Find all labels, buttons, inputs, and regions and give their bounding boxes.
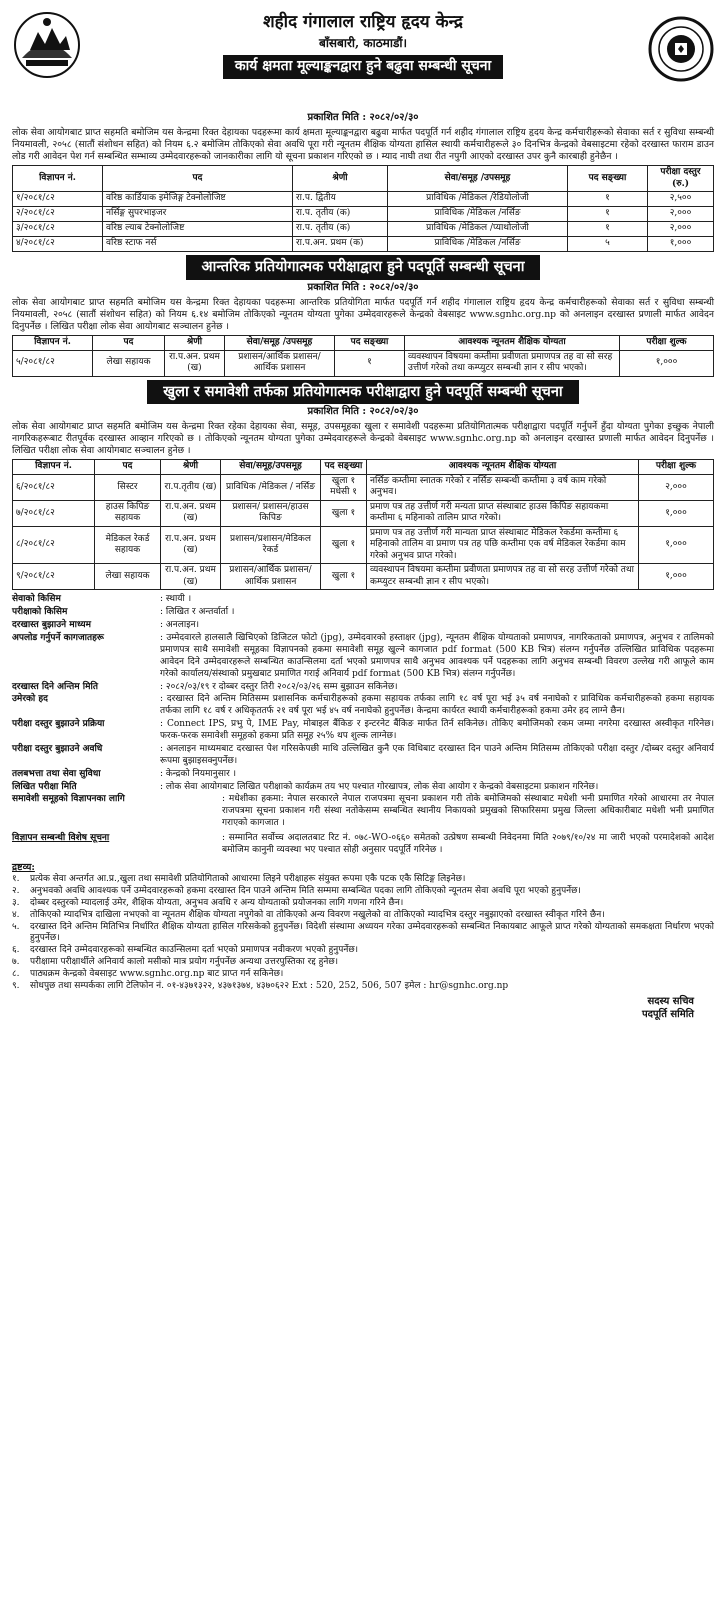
detail-key: लिखित परीक्षा मिति — [12, 781, 77, 792]
table-row — [13, 500, 714, 526]
table-row — [13, 237, 714, 252]
detail-key: परीक्षा दस्तुर बुझाउने अवधि — [12, 743, 103, 754]
table-cell: प्रशासन/आर्थिक प्रशासन/ आर्थिक प्रशासन — [221, 564, 321, 590]
table-cell: ८/२०८१/८२ — [13, 526, 95, 564]
note-text: सोधपुछ तथा सम्पर्कका लागि टेलिफोन नं. ०१-४३७१३२२, ४३७१३७४, ४३७०६२२ Ext : 520, 252, 506, 507 इमेल : hr@sgnhc.org.np — [30, 980, 509, 991]
org-name: शहीद गंगालाल राष्ट्रिय हृदय केन्द्र — [263, 12, 463, 32]
table-cell: रा.प.अन. प्रथम (ख) — [161, 526, 221, 564]
table-cell: २,००० — [639, 474, 714, 500]
table-row — [13, 350, 714, 376]
table-cell: २,५०० — [648, 192, 714, 207]
signature-block — [12, 995, 714, 1021]
table-cell: १,००० — [639, 564, 714, 590]
note-item — [12, 874, 714, 886]
note-number: १. — [12, 874, 20, 885]
detail-row — [12, 607, 714, 619]
table-cell: १ — [568, 222, 648, 237]
detail-value: : केन्द्रको नियमानुसार । — [160, 768, 237, 779]
internal-notice-title: आन्तरिक प्रतियोगात्मक परीक्षाद्वारा हुने पदपूर्ति सम्बन्धी सूचना — [186, 255, 541, 280]
detail-value: : लोक सेवा आयोगबाट लिखित परीक्षाको कार्यक्रम तय भए पश्चात गोरखापत्र, लोक सेवा आयोग र केन्द्रको वेबसाइटमा प्रकाशन गरिनेछ। — [160, 781, 599, 792]
col-header: विज्ञापन नं. — [13, 336, 93, 351]
table-cell: ५/२०८१/८२ — [13, 350, 93, 376]
detail-row — [12, 694, 714, 718]
table-cell: ६/२०८१/८२ — [13, 474, 95, 500]
col-header: आवश्यक न्यूनतम शैक्षिक योग्यता — [367, 460, 639, 475]
detail-row — [12, 633, 714, 681]
detail-key: समावेशी समूहको विज्ञापनका लागि — [12, 794, 125, 805]
detail-key: तलबभत्ता तथा सेवा सुविधा — [12, 768, 101, 779]
detail-value: : अनलाइन माध्यमबाट दरखास्त पेश गरिसकेपछी माथि उल्लिखित कुनै एक विधिबाट दरखास्त दिन पाउने अन्तिम मितिसम्म तोकिएको परीक्षा दस्तुर /दोब्बर दस्तुर अनिवार्य रूपमा बुझाइसक्नुपर्नेछ। — [160, 743, 714, 766]
table-cell: १ — [335, 350, 405, 376]
note-text: तोकिएको म्यादभित्र दाखिला नभएको वा न्यूनतम शैक्षिक योग्यता नपुगेको वा तोकिएको अन्य विवरण नखुलेको वा तोकिएको म्यादभित्र दस्तुर नबुझाएको दरखास्त स्वीकृत गरिने छैन। — [30, 909, 605, 920]
note-item — [12, 886, 714, 898]
table-cell: हाउस किपिङ सहायक — [95, 500, 161, 526]
table-row — [13, 192, 714, 207]
table-cell: २,००० — [648, 222, 714, 237]
col-header: सेवा/समूह/उपसमूह — [221, 460, 321, 475]
note-text: अनुभवको अवधि आवश्यक पर्ने उम्मेदवारहरूको हकमा दरखास्त दिन पाउने अन्तिम मिति सम्ममा सम्बन्धित पदका लागि तोकिएको न्यूनतम सेवा अवधि पूरा भएको हुनुपर्नेछ। — [30, 885, 581, 896]
detail-row — [12, 719, 714, 743]
note-item — [12, 981, 714, 993]
detail-value: : २०८२/०३/१९ र दोब्बर दस्तुर तिरी २०८२/०३/२६ सम्म बुझाउन सकिनेछ। — [160, 681, 398, 692]
open-inclusive-table — [12, 459, 714, 590]
table-row — [13, 564, 714, 590]
table-cell: रा.प.तृतीय (ख) — [161, 474, 221, 500]
table-header-row — [13, 166, 714, 192]
detail-value: : अनलाइन। — [160, 620, 200, 631]
detail-key: दरखास्त बुझाउने माध्यम — [12, 620, 91, 631]
table-cell: वरिष्ठ कार्डियाक इमेजिङ्ग टेक्नोलोजिष्ट — [103, 192, 293, 207]
note-text: दोब्बर दस्तुरको म्यादलाई उमेर, शैक्षिक योग्यता, अनुभव अवधि र अन्य योग्यताको प्रयोजनका लागि गणना गरिने छैन। — [30, 897, 404, 908]
col-header: पद सङ्ख्या — [335, 336, 405, 351]
detail-key: परीक्षा दस्तुर बुझाउने प्रक्रिया — [12, 719, 105, 730]
table-row — [13, 222, 714, 237]
table-cell: प्रशासन/ प्रशासन/हाउस किपिङ — [221, 500, 321, 526]
nepal-emblem-logo — [12, 10, 82, 80]
section2-paragraph: लोक सेवा आयोगबाट प्राप्त सहमति बमोजिम यस केन्द्रमा रिक्त देहायका पदहरूमा आन्तरिक प्रतियोगिता मार्फत पदपूर्ति गर्न शहीद गंगालाल राष्ट्रिय हृदय केन्द्र कर्मचारीहरूको सेवाका सर्त र सुविधा सम्बन्धी नियमावली, २०५८ (सातौं संशोधन सहित) को नियम ६.१४ बमोजिम तोकिएको न्यूनतम योग्यता पुगेका उम्मेदवारहरूले केन्द्रको वेबसाइट www.sgnhc.org.np को अनलाइन दरखास्त प्रणाली मार्फत आवेदन दिनुपर्नेछ । लिखित परीक्षा लोक सेवा आयोगबाट सञ्चालन हुनेछ । — [12, 296, 714, 332]
note-item — [12, 969, 714, 981]
col-header: पद सङ्ख्या — [321, 460, 367, 475]
section2-pubdate: प्रकाशित मिति : २०८२/०२/३० — [307, 281, 419, 293]
table-cell: ७/२०८१/८२ — [13, 500, 95, 526]
note-text: दरखास्त दिने अन्तिम मितिभित्र निर्धारित शैक्षिक योग्यता हासिल गरिसकेको हुनुपर्नेछ। विदेशी संस्थामा अध्ययन गरेका उम्मेदवारहरूको सम्बन्धित निकायबाट आफूले प्राप्त गरेको योग्यताको समकक्षता निर्धारण भएको हुनुपर्नेछ। — [30, 921, 714, 944]
note-number: ९. — [12, 980, 20, 991]
col-header: पद — [103, 166, 293, 192]
col-header: पद — [93, 336, 165, 351]
table-cell: १ — [568, 207, 648, 222]
table-row — [13, 207, 714, 222]
table-cell: ५ — [568, 237, 648, 252]
detail-row — [12, 794, 714, 830]
table-cell: मेडिकल रेकर्ड सहायक — [95, 526, 161, 564]
note-item — [12, 898, 714, 910]
col-header: सेवा/समूह /उपसमूह — [225, 336, 335, 351]
table-cell: रा.प. द्वितीय — [293, 192, 388, 207]
table-cell: प्राविधिक /मेडिकल /नर्सिङ — [388, 207, 568, 222]
detail-value: : दरखास्त दिने अन्तिम मितिसम्म प्रशासनिक कर्मचारीहरूको हकमा सहायक तर्फका लागि १८ वर्ष पूरा भई ३५ वर्ष ननाघेको र प्राविधिक कर्मचारीहरूको हकमा सहायक तर्फका लागि १८ वर्ष र अधिकृततर्फ २१ वर्ष पूरा भई ४५ वर्ष ननाघेको हुनुपर्नेछ। केन्द्रमा कार्यरत स्थायी कर्मचारीहरूको हकमा उमेर हद लाग्ने छैन। — [160, 694, 714, 717]
detail-row — [12, 782, 714, 794]
org-address: बाँसबारी, काठमाडौं। — [318, 35, 408, 50]
table-cell: खुला १ — [321, 564, 367, 590]
detail-row — [12, 682, 714, 694]
detail-row — [12, 620, 714, 632]
detail-value: : मधेशीका हकमा: नेपाल सरकारले नेपाल राजपत्रमा सूचना प्रकाशन गरी तोके बमोजिमको संस्थाबाट मधेशी भनी प्रमाणित गरेको आधारमा तर नेपाल राजपत्रमा सूचना प्रकाशन गरी संस्था नतोकेसम्म सम्बन्धित स्थानीय निकायको प्रमुखको सिफारिसमा प्रमुख जिल्ला अधिकारीबाट मधेशी भनी प्रमाणित गराएको कागजात । — [222, 794, 714, 829]
table-cell: १,००० — [639, 500, 714, 526]
detail-value: : उम्मेदवारले हालसालै खिचिएको डिजिटल फोटो (jpg), उम्मेदवारको हस्ताक्षर (jpg), न्यूनतम शैक्षिक योग्यताको प्रमाणपत्र, नागरिकताको प्रमाणपत्र, अनुभव र तालिमको प्रमाणपत्र साथै समावेशी समूहका विज्ञापनको हकमा समावेशी समूह खुल्ने कागजात pdf format (500 KB भित्र) संलग्न गर्नुपर्नेछ उल्लिखित प्राविधिक पदहरूमा आवेदन दिने उम्मेदवारहरूले सम्बन्धित काउन्सिलमा दर्ता भएको प्रमाणपत्र साथै अनुभव आवश्यक पर्ने पदहरूका लागि अनुभव सम्बन्धी विवरण उल्लेख गरी आफूले काम गरेको कार्यालय/संस्थाको प्रमुखबाट प्रमाणित गराई अनिवार्य pdf format (500 KB भित्र) संलग्न गर्नुपर्नेछ। — [160, 633, 714, 679]
table-cell: व्यवस्थापन विषयमा कम्तीमा प्रवीणता प्रमाणपत्र तह वा सो सरह उत्तीर्ण गरेको तथा कम्प्युटर सम्बन्धी ज्ञान र सीप भएको। — [367, 564, 639, 590]
table-cell: नर्सिङ्ग सुपरभाइजर — [103, 207, 293, 222]
table-cell: प्रमाण पत्र तह उत्तीर्ण गरी मन्यता प्राप्त संस्थाबाट हाउस किपिङ सहायकमा कम्तीमा ६ महिनाको तालिम प्राप्त गरेको। — [367, 500, 639, 526]
table-cell: प्रशासन/आर्थिक प्रशासन/ आर्थिक प्रशासन — [225, 350, 335, 376]
col-header: विज्ञापन नं. — [13, 460, 95, 475]
table-cell: रा.प.अन. प्रथम (क) — [293, 237, 388, 252]
detail-value: : स्थायी । — [160, 594, 192, 605]
promotion-table — [12, 165, 714, 252]
section3-paragraph: लोक सेवा आयोगबाट प्राप्त सहमति बमोजिम यस केन्द्रमा रिक्त रहेका देहायका सेवा, समूह, उपसमूहका खुला र समावेशी पदहरूमा प्रतियोगितात्मक परीक्षाद्वारा पदपूर्ति गर्नुपर्ने हुँदा योग्यता पुगेका इच्छुक नेपाली नागरिकहरूबाट रीतपूर्वक दरखास्त आव्हान गरिएको छ । तोकिएको न्यूनतम योग्यता पुगेका उम्मेदवारहरूले केन्द्रको वेबसाइट www.sgnhc.org.np को अनलाइन दरखास्त प्रणाली मार्फत आवेदन दिनुपर्नेछ । लिखित परीक्षा लोक सेवा आयोगबाट सञ्चालन हुनेछ । — [12, 420, 714, 457]
detail-key: दरखास्त दिने अन्तिम मिति — [12, 681, 98, 692]
table-cell: २/२०८१/८२ — [13, 207, 103, 222]
table-row — [13, 474, 714, 500]
table-cell: लेखा सहायक — [95, 564, 161, 590]
note-item — [12, 922, 714, 946]
table-row — [13, 526, 714, 564]
table-cell: प्राविधिक /मेडिकल /रेडियोलोजी — [388, 192, 568, 207]
table-cell: १ — [568, 192, 648, 207]
note-text: परीक्षामा परीक्षार्थीले अनिवार्य कालो मसीको मात्र प्रयोग गर्नुपर्नेछ अन्यथा उत्तरपुस्तिका रद्द हुनेछ। — [30, 957, 339, 968]
details-list — [12, 594, 714, 856]
detail-key: परीक्षाको किसिम — [12, 607, 68, 618]
table-cell: सिस्टर — [95, 474, 161, 500]
table-cell: १,००० — [648, 237, 714, 252]
notice-header — [12, 8, 714, 110]
table-cell: प्राविधिक /मेडिकल /प्याथोलोजी — [388, 222, 568, 237]
table-cell: १/२०८१/८२ — [13, 192, 103, 207]
table-cell: ३/२०८१/८२ — [13, 222, 103, 237]
note-item — [12, 945, 714, 957]
note-number: ४. — [12, 909, 20, 920]
hospital-seal-logo — [648, 16, 714, 82]
open-inclusive-notice-title: खुला र समावेशी तर्फका प्रतियोगात्मक परीक्षाद्वारा हुने पदपूर्ति सम्बन्धी सूचना — [147, 380, 578, 405]
table-cell: व्यवस्थापन विषयमा कम्तीमा प्रवीणता प्रमाणपत्र तह वा सो सरह उत्तीर्ण गरेको तथा कम्प्युटर सम्बन्धी ज्ञान र सीप भएको। — [405, 350, 620, 376]
note-text: पाठ्यक्रम केन्द्रको वेबसाइट www.sgnhc.org.np बाट प्राप्त गर्न सकिनेछ। — [30, 969, 284, 980]
table-cell: वरिष्ठ ल्याब टेक्नोलोजिष्ट — [103, 222, 293, 237]
detail-row — [12, 594, 714, 606]
detail-key: विज्ञापन सम्बन्धी विशेष सूचना — [12, 833, 110, 844]
table-cell: ४/२०८१/८२ — [13, 237, 103, 252]
table-cell: रा.प.अन. प्रथम (ख) — [161, 500, 221, 526]
note-number: ६. — [12, 945, 20, 956]
detail-value: : लिखित र अन्तर्वार्ता । — [160, 607, 235, 618]
detail-row — [12, 744, 714, 768]
note-item — [12, 957, 714, 969]
col-header: परीक्षा शुल्क — [639, 460, 714, 475]
notes-list — [12, 874, 714, 993]
table-header-row — [13, 460, 714, 475]
table-cell: रा.प.अन. प्रथम (ख) — [165, 350, 225, 376]
detail-value: : Connect IPS, प्रभु पे, IME Pay, मोबाइल बैंकिङ र इन्टरनेट बैंकिङ मार्फत तिर्न सकिनेछ। तोकिए बमोजिमको रकम जम्मा नगरेमा दरखास्त अस्वीकृत गरिनेछ। फरक-फरक समावेशी समूहको हकमा प्रति समूह २५% थप शुल्क लाग्नेछ। — [160, 719, 714, 742]
table-cell: रा.प. तृतीय (क) — [293, 207, 388, 222]
notes-title: द्रष्टव्य: — [12, 861, 35, 873]
note-text: दरखास्त दिने उम्मेदवारहरूको सम्बन्धित काउन्सिलमा दर्ता भएको प्रमाणपत्र नवीकरण भएको हुनुपर्नेछ। — [30, 945, 359, 956]
note-item — [12, 910, 714, 922]
table-cell: वरिष्ठ स्टाफ नर्स — [103, 237, 293, 252]
note-number: ५. — [12, 921, 20, 932]
col-header: विज्ञापन नं. — [13, 166, 103, 192]
table-header-row — [13, 336, 714, 351]
detail-row — [12, 769, 714, 781]
detail-value: : सम्मानित सर्वोच्च अदालतबाट रिट नं. ०७८-WO-०६६० समेतको उत्प्रेषण सम्बन्धी निवेदनमा मिति २०७९/१०/२४ मा जारी भएको परमादेशको आदेश बमोजिम कानुनी व्यवस्था भए पश्चात सोही अनुसार पदपूर्ति गरिनेछ । — [222, 833, 714, 855]
detail-row — [12, 833, 714, 857]
note-number: २. — [12, 885, 20, 896]
table-cell: खुला १ — [321, 500, 367, 526]
table-cell: प्रमाण पत्र तह उत्तीर्ण गरी मान्यता प्राप्त संस्थाबाट मेडिकल रेकर्डमा कम्तीमा ६ महिनाको तालिम वा प्रमाण पत्र तह पछि कम्तीमा एक वर्ष मेडिकल रेकर्डमा काम गरेको अनुभव प्राप्त गरेको। — [367, 526, 639, 564]
table-cell: नर्सिङ कम्तीमा स्नातक गरेको र नर्सिङ सम्बन्धी कम्तीमा ३ वर्ष काम गरेको अनुभव। — [367, 474, 639, 500]
internal-table — [12, 335, 714, 377]
signature-title: सदस्य सचिव — [647, 995, 694, 1007]
table-cell: प्रशासन/प्रशासन/मेडिकल रेकर्ड — [221, 526, 321, 564]
table-cell: १,००० — [639, 526, 714, 564]
col-header: परीक्षा शुल्क — [620, 336, 714, 351]
col-header: पद — [95, 460, 161, 475]
section1-paragraph: लोक सेवा आयोगबाट प्राप्त सहमति बमोजिम यस केन्द्रमा रिक्त देहायका पदहरूमा कार्य क्षमता मूल्याङ्कनद्वारा बढुवा मार्फत पदपूर्ति गर्न शहीद गंगालाल राष्ट्रिय हृदय केन्द्र कर्मचारीहरूको सेवाका सर्त र सुविधा सम्बन्धी नियमावली, २०५८ (सातौं संशोधन सहित) को नियम ६.२ बमोजिम तोकिएको सेवा अवधि पूरा गरी न्यूनतम शैक्षिक योग्यता हासिल स्थायी कर्मचारीहरूले ३० दिनभित्र केन्द्रको वेबसाइटमा रहेको दरखास्त फाराम डाउन लोड गरी आवेदन पेश गर्न सम्बन्धित सम्भाव्य उम्मेदवारहरूको जानकारीका लागि यो सूचना प्रकाशन गरिएको छ । म्याद नाघी तथा रीत नपुगी आएको दरखास्त उपर कुनै कारबाही हुनेछैन । — [12, 126, 714, 163]
col-header: श्रेणी — [293, 166, 388, 192]
table-cell: २,००० — [648, 207, 714, 222]
note-text: प्रत्येक सेवा अन्तर्गत आ.प्र.,खुला तथा समावेशी प्रतियोगिताको आधारमा लिइने परीक्षाहरू संयुक्त रूपमा एकै पटक एकै सिटिङ्ग लिइनेछ। — [30, 874, 466, 885]
section3-pubdate: प्रकाशित मिति : २०८२/०२/३० — [307, 406, 419, 418]
note-number: ८. — [12, 969, 20, 980]
table-cell: लेखा सहायक — [93, 350, 165, 376]
table-cell: ९/२०८१/८२ — [13, 564, 95, 590]
col-header: श्रेणी — [165, 336, 225, 351]
col-header: पद सङ्ख्या — [568, 166, 648, 192]
col-header: श्रेणी — [161, 460, 221, 475]
table-cell: प्राविधिक /मेडिकल /नर्सिङ — [388, 237, 568, 252]
signature-committee: पदपूर्ति समिति — [641, 1008, 694, 1020]
table-cell: १,००० — [620, 350, 714, 376]
table-cell: रा.प.अन. प्रथम (ख) — [161, 564, 221, 590]
promotion-notice-title: कार्य क्षमता मूल्याङ्कनद्वारा हुने बढुवा सम्बन्धी सूचना — [223, 55, 503, 79]
note-number: ३. — [12, 897, 20, 908]
table-cell: खुला १ — [321, 526, 367, 564]
table-cell: रा.प. तृतीय (क) — [293, 222, 388, 237]
detail-key: उमेरको हद — [12, 694, 48, 705]
col-header: सेवा/समूह /उपसमूह — [388, 166, 568, 192]
table-cell: प्राविधिक /मेडिकल / नर्सिङ — [221, 474, 321, 500]
section1-pubdate: प्रकाशित मिति : २०८२/०२/३० — [307, 112, 419, 123]
detail-key: अपलोड गर्नुपर्ने कागजातहरू — [12, 633, 104, 644]
table-cell: खुला १ मधेसी १ — [321, 474, 367, 500]
detail-key: सेवाको किसिम — [12, 594, 61, 605]
col-header: आवश्यक न्यूनतम शैक्षिक योग्यता — [405, 336, 620, 351]
col-header: परीक्षा दस्तुर (रु.) — [648, 166, 714, 192]
note-number: ७. — [12, 957, 20, 968]
